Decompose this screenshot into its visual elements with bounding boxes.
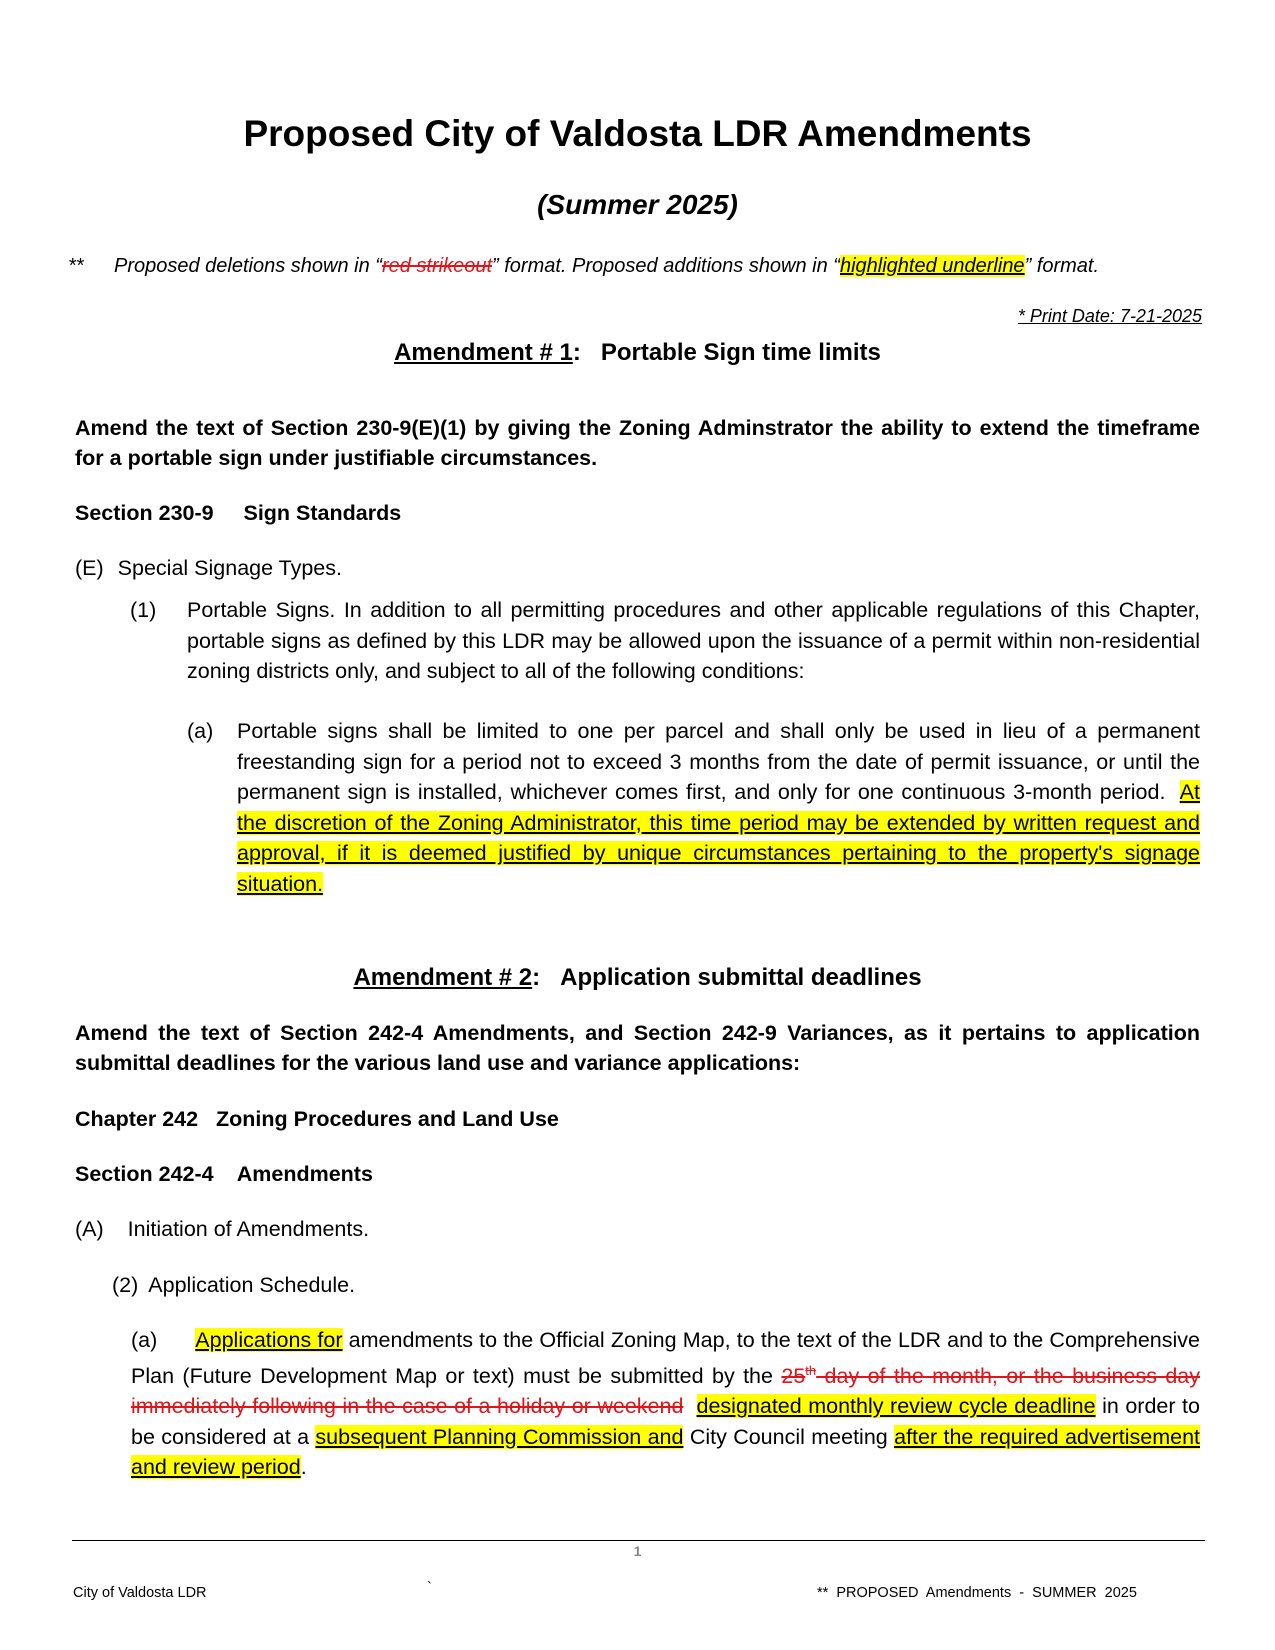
item-1-text: Portable Signs. In addition to all permitting procedures and other applicable regulations of this Chapter, portable signs as defined by this LDR may be allowed upon the issuance of a permit within non-residential zoning districts only, and subject to all of the following conditions: (187, 598, 1200, 683)
page-number: 1 (633, 1543, 642, 1559)
sub-a-text-4: . (300, 1455, 307, 1480)
amendment-1-heading (0, 338, 1275, 368)
item-a-upper (75, 1214, 369, 1245)
addition-review-cycle-deadline: designated monthly review cycle deadline (696, 1394, 1096, 1419)
footer-right: ** PROPOSED Amendments - SUMMER 2025 (817, 1585, 1137, 1601)
format-note (68, 253, 1099, 279)
application-schedule-paragraph (131, 1325, 1200, 1483)
print-date: * Print Date: 7-21-2025 (1017, 306, 1202, 326)
note-part2: ” format. Proposed additions shown in “ (492, 255, 840, 277)
amendment-2-colon: : (532, 964, 541, 991)
amendment-1-intro: Amend the text of Section 230-9(E)(1) by giving the Zoning Adminstrator the ability to extend the timeframe for a portable sign under justifiable circumstances. (75, 416, 1200, 470)
sub-a-marker: (a) (131, 1328, 158, 1352)
item-a-upper-marker: (A) (75, 1217, 104, 1241)
deletion-day-of-month: day of the month, or the business day immediately following in the case of a holiday or weekend (131, 1363, 1200, 1419)
amendment-1-label: Amendment # 1 (394, 339, 573, 366)
amendment-2-heading (0, 963, 1275, 993)
addition-advertisement-period: after the required advertisement and review period (131, 1424, 1200, 1480)
item-2-marker: (2) (112, 1273, 139, 1297)
sub-a-text-2: in order to be considered at a (131, 1394, 1200, 1449)
sub-a-text-1: amendments to the Official Zoning Map, to the text of the LDR and to the Comprehensive Plan (Future Development Map or text) must be submitted by the (131, 1328, 1200, 1388)
deletion-th: th (805, 1362, 817, 1378)
item-e (75, 553, 342, 584)
item-e-marker: (E) (75, 556, 104, 580)
amendment-2-intro: Amend the text of Section 242-4 Amendments, and Section 242-9 Variances, as it pertains to application submittal deadlines for the various land use and variance applications: (75, 1021, 1200, 1075)
footer-middle: ` (427, 1580, 432, 1596)
item-a-marker: (a) (187, 719, 214, 743)
amendment-1-title: Portable Sign time limits (600, 339, 881, 366)
addition-planning-commission: subsequent Planning Commission and (315, 1424, 684, 1449)
deletion-25: 25 (781, 1363, 806, 1388)
footer-divider (72, 1540, 1205, 1541)
item-a-text: Portable signs shall be limited to one per parcel and shall only be used in lieu of a permanent freestanding sign for a period not to exceed 3 months from the date of permit issuance, or until the permanent sign is installed, whichever comes first, and only for one continuous 3-month period. (237, 719, 1200, 804)
item-a-addition: At the discretion of the Zoning Administrator, this time period may be extended by written request and approval, if it is deemed justified by unique circumstances pertaining to the property's signage situation. (237, 780, 1200, 896)
item-a-upper-text: Initiation of Amendments. (127, 1217, 370, 1241)
item-2 (112, 1270, 355, 1301)
item-2-text: Application Schedule. (148, 1273, 356, 1297)
amendment-1-colon: : (572, 339, 581, 366)
section-230-9-heading: Section 230-9 Sign Standards (75, 501, 402, 525)
section-242-4-heading: Section 242-4 Amendments (75, 1162, 373, 1186)
item-a-paragraph (237, 716, 1200, 899)
note-part3: ” format. (1024, 255, 1100, 277)
strikeout-sample: red strikeout (381, 255, 493, 277)
item-e-text: Special Signage Types. (117, 556, 342, 580)
addition-applications-for: Applications for (195, 1328, 343, 1352)
chapter-242-heading: Chapter 242 Zoning Procedures and Land Use (75, 1107, 559, 1131)
highlight-sample: highlighted underline (839, 255, 1025, 277)
note-stars: ** (68, 255, 84, 277)
item-1-marker: (1) (130, 598, 157, 622)
document-title: Proposed City of Valdosta LDR Amendments (243, 113, 1032, 154)
footer-left: City of Valdosta LDR (73, 1585, 207, 1601)
note-part1: Proposed deletions shown in “ (114, 255, 382, 277)
document-subtitle: (Summer 2025) (537, 189, 738, 220)
amendment-2-label: Amendment # 2 (353, 964, 533, 991)
amendment-2-title: Application submittal deadlines (560, 964, 922, 991)
sub-a-text-3: City Council meeting (683, 1424, 895, 1449)
